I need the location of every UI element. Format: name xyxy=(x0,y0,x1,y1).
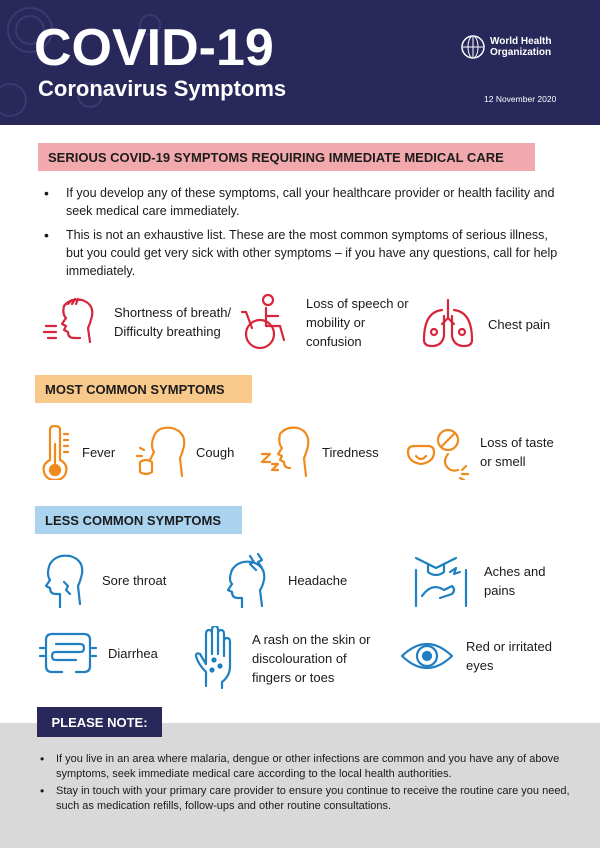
lungs-icon xyxy=(420,296,476,352)
note-heading: PLEASE NOTE: xyxy=(37,707,162,737)
serious-bullets xyxy=(44,184,564,286)
symptom-tiredness xyxy=(258,424,398,480)
symptom-headache xyxy=(220,552,380,608)
symptom-chest-pain xyxy=(420,296,580,352)
header-banner xyxy=(0,0,600,125)
symptom-aches xyxy=(412,552,582,610)
publish-date: 12 November 2020 xyxy=(484,94,557,104)
symptom-taste-smell xyxy=(404,424,584,480)
aches-icon xyxy=(412,552,470,610)
serious-bullet: • If you develop any of these symptoms, call your healthcare provider or health facility and seek medical care immediately. xyxy=(44,184,564,220)
hand-rash-icon xyxy=(194,626,238,690)
symptom-label: Diarrhea xyxy=(108,645,158,661)
symptom-label: Aches and pains xyxy=(484,564,546,598)
intestine-icon xyxy=(38,628,98,678)
serious-bullet: • This is not an exhaustive list. These are the most common symptoms of serious illness, but you could get very sick with other symptoms – if you have any questions, call for help immediately. xyxy=(44,226,564,280)
symptom-mobility xyxy=(238,292,423,352)
note-bullet: • If you live in an area where malaria, dengue or other infections are common and you have any of above symptoms, seek immediate medical care according to the local health authorities. xyxy=(40,752,580,782)
wheelchair-icon xyxy=(238,292,292,352)
symptom-fever xyxy=(40,424,140,480)
symptom-label: Loss of speech or mobility or confusion xyxy=(306,295,409,349)
symptom-breathing xyxy=(42,292,232,352)
note-bullets xyxy=(40,752,580,816)
less-common-heading: LESS COMMON SYMPTOMS xyxy=(35,506,242,534)
serious-heading: SERIOUS COVID-19 SYMPTOMS REQUIRING IMMEDIATE MEDICAL CARE xyxy=(38,143,535,171)
symptom-label: Tiredness xyxy=(322,444,379,460)
tired-icon xyxy=(258,424,314,480)
symptom-label: Headache xyxy=(288,572,348,588)
breathing-icon xyxy=(42,292,102,352)
sore-throat-icon xyxy=(40,552,92,608)
page-subtitle: Coronavirus Symptoms xyxy=(38,76,287,101)
note-bullet: • Stay in touch with your primary care provider to ensure you continue to receive the routine care you need, such as medication refills, follow-ups and other routine consultations. xyxy=(40,784,580,814)
symptom-label: Chest pain xyxy=(488,316,551,332)
cough-icon xyxy=(136,424,192,480)
symptom-label: Fever xyxy=(82,444,116,460)
symptom-sore-throat xyxy=(40,552,200,608)
symptom-rash xyxy=(194,626,404,690)
symptom-label: Cough xyxy=(196,444,235,460)
symptom-label: Loss of taste or smell xyxy=(480,435,554,469)
taste-smell-icon xyxy=(404,424,470,480)
page-title: COVID-19 xyxy=(34,19,274,77)
headache-icon xyxy=(220,552,276,608)
symptom-cough xyxy=(136,424,256,480)
symptom-label: Shortness of breath/ Difficulty breathing xyxy=(114,305,232,339)
symptom-diarrhea xyxy=(38,628,178,678)
symptom-label: A rash on the skin or discolouration of fingers or toes xyxy=(252,631,371,685)
symptom-label: Sore throat xyxy=(102,572,167,588)
symptom-eyes xyxy=(400,636,580,676)
symptom-label: Red or irritated eyes xyxy=(466,639,552,673)
who-name: World Health Organization xyxy=(490,36,552,58)
who-emblem-icon xyxy=(460,34,486,60)
who-logo xyxy=(460,34,560,60)
eye-icon xyxy=(400,636,454,676)
common-heading: MOST COMMON SYMPTOMS xyxy=(35,375,252,403)
thermometer-icon xyxy=(40,424,72,480)
